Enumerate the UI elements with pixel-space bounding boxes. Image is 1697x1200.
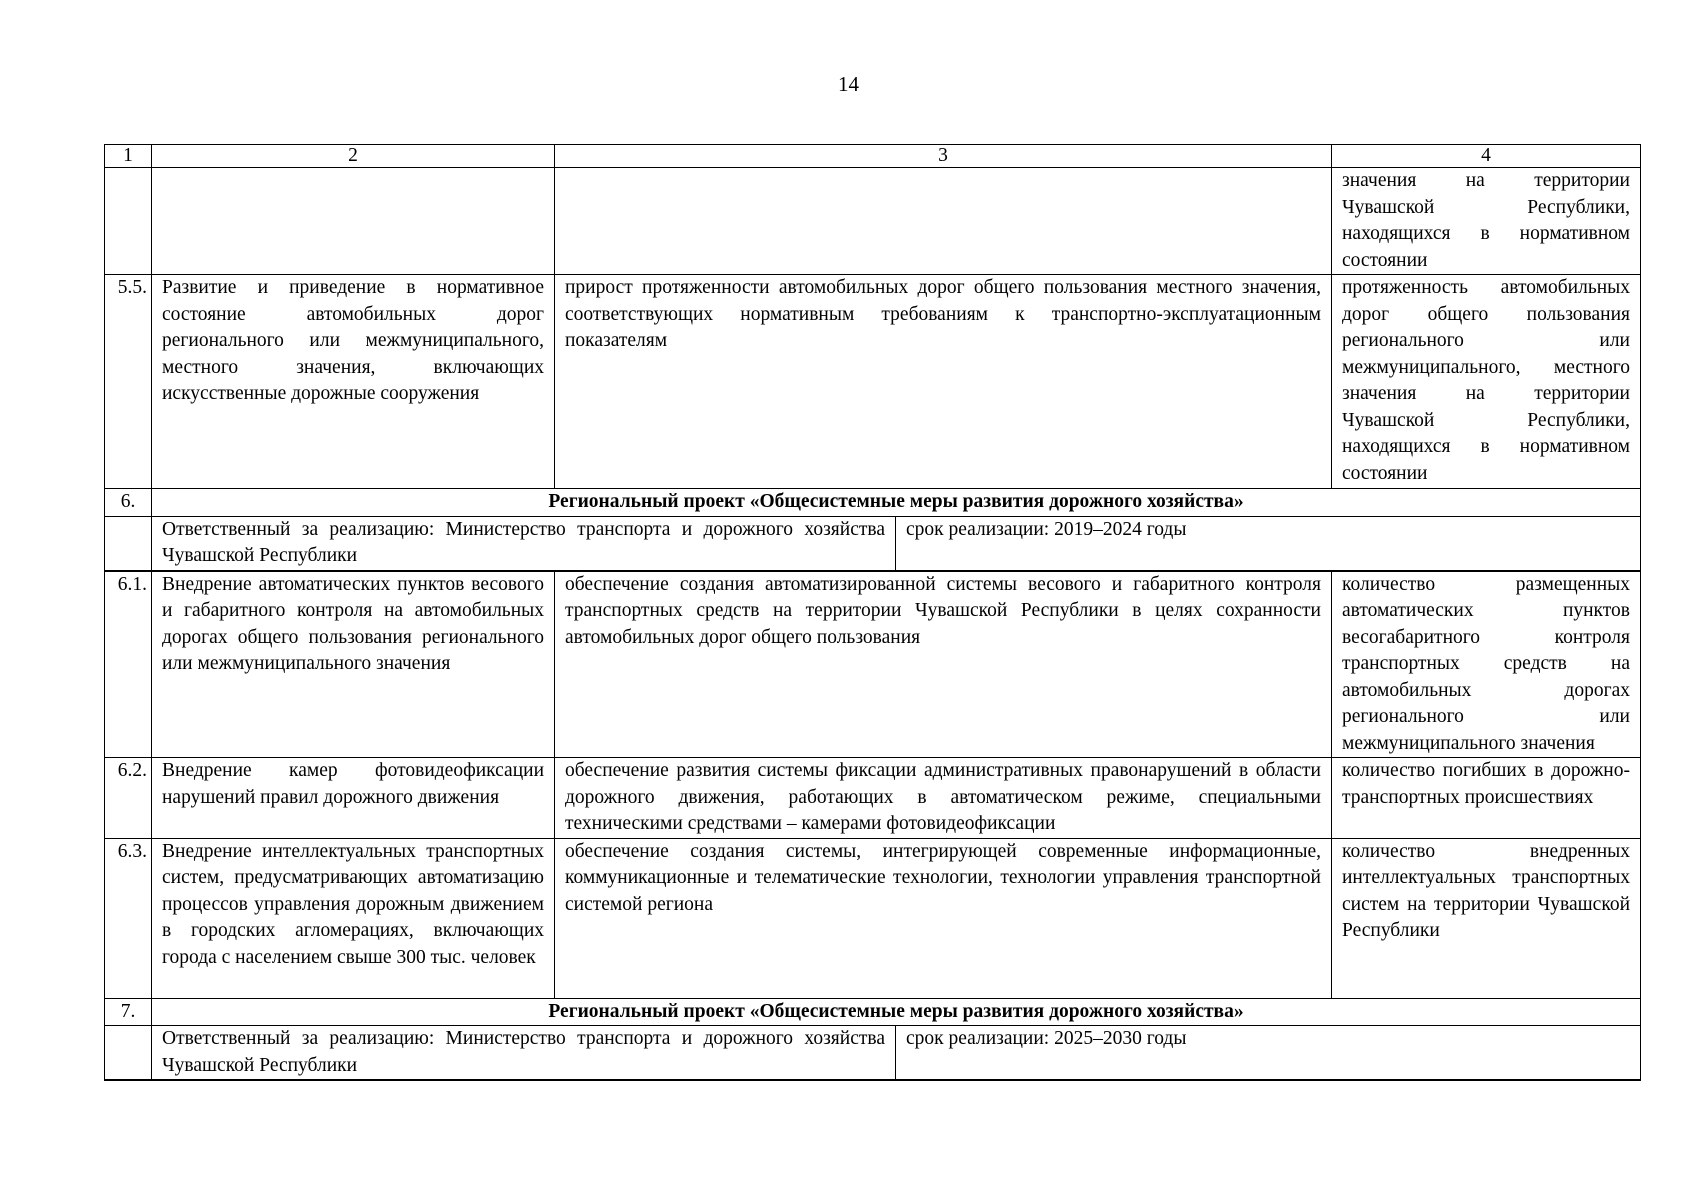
header-col-4: 4	[1332, 145, 1641, 168]
section-num: 6.	[105, 489, 152, 517]
row-indicator: количество внедренных интеллектуальных транспортных систем на территории Чувашской Республики	[1332, 838, 1641, 998]
row-num: 6.2.	[105, 758, 152, 839]
row-goal: прирост протяженности автомобильных дорог общего пользования местного значения, соответствующих нормативным требованиям к транспортно-эксплуатационным показателям	[555, 275, 1332, 489]
row-measure	[152, 168, 555, 275]
row-indicator: количество размещенных автоматических пунктов весогабаритного контроля транспортных средств на автомобильных дорогах регионального или межмуниципального значения	[1332, 571, 1641, 758]
header-col-2: 2	[152, 145, 555, 168]
row-measure: Внедрение автоматических пунктов весового и габаритного контроля на автомобильных дорогах общего пользования регионального или межмуниципального значения	[152, 571, 555, 758]
row-goal: обеспечение создания автоматизированной системы весового и габаритного контроля транспортных средств на территории Чувашской Республики в целях сохранности автомобильных дорог общего пользования	[555, 571, 1332, 758]
section-num: 7.	[105, 998, 152, 1026]
row-indicator: значения на территории Чувашской Республики, находящихся в нормативном состоянии	[1332, 168, 1641, 275]
measures-table	[104, 144, 1641, 1081]
table-row-6-3	[105, 838, 1641, 998]
table-row-6-2	[105, 758, 1641, 839]
section-term: срок реализации: 2019–2024 годы	[896, 516, 1641, 571]
row-num: 5.5.	[105, 275, 152, 489]
section-7-title-row	[105, 998, 1641, 1026]
section-title: Региональный проект «Общесистемные меры развития дорожного хозяйства»	[152, 489, 1641, 517]
row-measure: Развитие и приведение в нормативное состояние автомобильных дорог регионального или межмуниципального, местного значения, включающих искусственные дорожные сооружения	[152, 275, 555, 489]
row-goal	[555, 168, 1332, 275]
section-6-title-row	[105, 489, 1641, 517]
section-6-responsible-row	[105, 516, 1641, 571]
table-row-5-5	[105, 275, 1641, 489]
row-goal: обеспечение создания системы, интегрирующей современные информационные, коммуникационные и телематические технологии, технологии управления транспортной системой региона	[555, 838, 1332, 998]
page-number: 14	[838, 72, 859, 96]
row-num	[105, 168, 152, 275]
table-row-continuation	[105, 168, 1641, 275]
header-col-1: 1	[105, 145, 152, 168]
section-term: срок реализации: 2025–2030 годы	[896, 1026, 1641, 1081]
row-num: 6.1.	[105, 571, 152, 758]
table-header-row	[105, 145, 1641, 168]
section-responsible: Ответственный за реализацию: Министерство транспорта и дорожного хозяйства Чувашской Республики	[152, 1026, 896, 1081]
row-indicator: количество погибших в дорожно-транспортных происшествиях	[1332, 758, 1641, 839]
row-num	[105, 516, 152, 571]
section-responsible: Ответственный за реализацию: Министерство транспорта и дорожного хозяйства Чувашской Республики	[152, 516, 896, 571]
row-measure: Внедрение интеллектуальных транспортных систем, предусматривающих автоматизацию процессов управления дорожным движением в городских агломерациях, включающих города с населением свыше 300 тыс. человек	[152, 838, 555, 998]
header-col-3: 3	[555, 145, 1332, 168]
row-indicator: протяженность автомобильных дорог общего пользования регионального или межмуниципального, местного значения на территории Чувашской Республики, находящихся в нормативном состоянии	[1332, 275, 1641, 489]
table-row-6-1	[105, 571, 1641, 758]
row-num	[105, 1026, 152, 1081]
row-measure: Внедрение камер фотовидеофиксации нарушений правил дорожного движения	[152, 758, 555, 839]
section-title: Региональный проект «Общесистемные меры развития дорожного хозяйства»	[152, 998, 1641, 1026]
row-goal: обеспечение развития системы фиксации административных правонарушений в области дорожного движения, работающих в автоматическом режиме, специальными техническими средствами – камерами фотовидеофиксации	[555, 758, 1332, 839]
row-num: 6.3.	[105, 838, 152, 998]
section-7-responsible-row	[105, 1026, 1641, 1081]
